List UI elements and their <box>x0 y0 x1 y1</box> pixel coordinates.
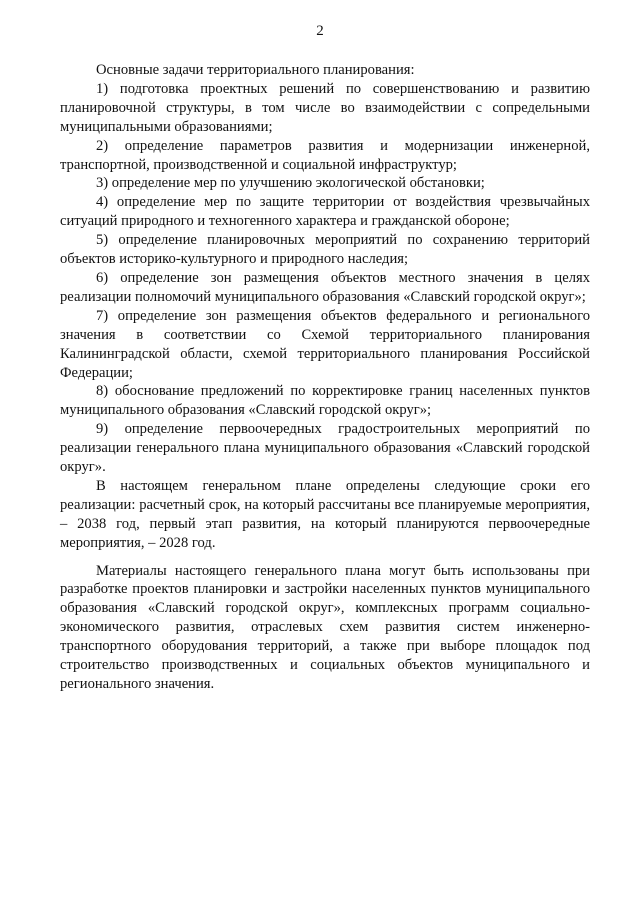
planning-task-item: 9) определение первоочередных градостроительных мероприятий по реализации генерального плана муниципального образования «Славский городской округ». <box>60 421 590 476</box>
planning-task-item: 2) определение параметров развития и модернизации инженерной, транспортной, производственной и социальной инфраструктур; <box>60 137 590 173</box>
planning-tasks-intro: Основные задачи территориального планирования: <box>96 62 415 78</box>
planning-task-item: 1) подготовка проектных решений по совершенствованию и развитию планировочной структуры, в том числе во взаимодействии с сопредельными муниципальными образованиями; <box>60 80 590 135</box>
planning-task-item: 7) определение зон размещения объектов федерального и регионального значения в соответствии со Схемой территориального планирования Калининградской области, схемой территориального планирования Российской Федерации; <box>60 307 590 381</box>
planning-task-item: 6) определение зон размещения объектов местного значения в целях реализации полномочий муниципального образования «Славский городской округ»; <box>60 269 590 305</box>
planning-task-item: 3) определение мер по улучшению экологической обстановки; <box>96 175 485 192</box>
document-body <box>60 61 590 694</box>
page-number: 2 <box>316 23 324 39</box>
planning-task-item: 8) обоснование предложений по корректировке границ населенных пунктов муниципального образования «Славский городской округ»; <box>60 383 590 419</box>
materials-usage-paragraph: Материалы настоящего генерального плана могут быть использованы при разработке проектов планировки и застройки населенных пунктов муниципального образования «Славский городской округ», комплексных программ социально-экономического развития, отраслевых схем развития систем инженерно-транспортного оборудования территорий, а также при выборе площадок под строительство производственных и социальных объектов муниципального и регионального значения. <box>60 562 590 692</box>
planning-task-item: 5) определение планировочных мероприятий по сохранению территорий объектов историко-культурного и природного наследия; <box>60 232 590 268</box>
implementation-terms-paragraph: В настоящем генеральном плане определены следующие сроки его реализации: расчетный срок, на который рассчитаны все планируемые мероприятия, – 2038 год, первый этап развития, на который планируются первоочередные мероприятия, – 2028 год. <box>60 477 590 551</box>
planning-task-item: 4) определение мер по защите территории от воздействия чрезвычайных ситуаций природного и техногенного характера и гражданской обороне; <box>60 194 590 230</box>
